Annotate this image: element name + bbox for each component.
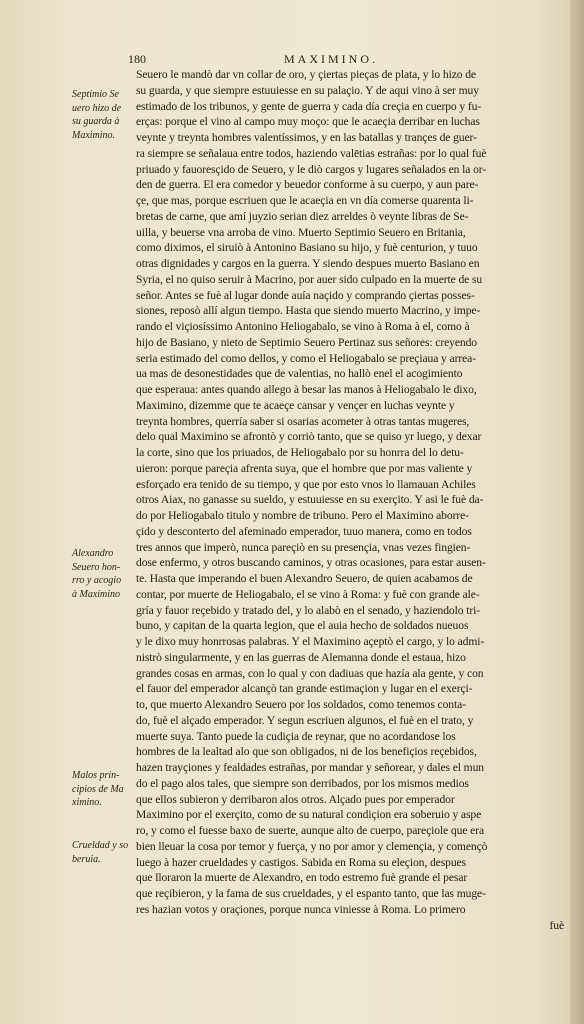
text-line: seria estimado del como dellos, y como el Heliogabalo se preçiaua y arrea- [136, 351, 476, 365]
margin-note-line: Malos prin- [72, 770, 120, 781]
text-line: grandes cosas en armas, con lo qual y con dadiuas que hazía ala gente, y con [136, 666, 484, 680]
text-line: do por Heliogabalo titulo y nombre de tribuno. Pero el Maximino aborre- [136, 509, 469, 522]
text-line: esforçado era tenido de su tiempo, y que por esto vnos lo llamauan Achiles [136, 477, 476, 491]
text-line: hombres de la lealtad alo que son obligados, ni de los benefiçios reçebidos, [136, 745, 477, 759]
text-line: ua mas de desonestidades que de valentias, no hallò enel el acogimiento [136, 367, 463, 381]
blank-page-bottom [0, 880, 584, 1024]
text-line: hijo de Basiano, y nieto de Septimio Seuero Pertinaz sus señores: creyendo [136, 335, 477, 349]
text-line: gría y fauor reçebido y tratado del, y lo alabò en el senado, y haziendolo tri- [136, 603, 480, 617]
text-line: estimado de los tribunos, y gente de guerra y cada día creçia en cuerpo y fu- [136, 99, 482, 113]
margin-note-line: Septimio Se [72, 89, 119, 100]
text-line: do el pago alos tales, que siempre son derribados, por los mismos medios [136, 776, 469, 790]
page-header [0, 52, 584, 68]
text-line: Syria, el no quiso seruir à Macrino, por auer sido culpado en la muerte de su [136, 272, 483, 286]
text-line: y le dixo muy honrrosas palabras. Y el Maximino açeptò el cargo, y lo admi- [136, 635, 485, 648]
text-line: bretas de carne, que amí juyzio serian diez arreldes ò veynte libras de Se- [136, 209, 469, 223]
margin-note-line: Crueldad y so [72, 840, 129, 851]
margin-note-line: uero hizo de [72, 102, 122, 114]
margin-note-line: ximino. [72, 797, 102, 808]
text-line: ra siempre se señalaua entre todos, haziendo valētias estrañas: por lo qual fuè [136, 146, 487, 160]
text-line: Seuero le mandò dar vn collar de oro, y çiertas pieças de plata, y lo hizo de [136, 68, 476, 81]
running-head: MAXIMINO. [284, 52, 378, 66]
text-line: el fauor del emperador alcançò tan grande estimaçion y lugar en el exerçi- [136, 682, 473, 696]
text-line: hazen trayçiones y fealdades estrañas, por mandar y señorear, y dales el mun [136, 761, 484, 774]
text-line: to, que muerto Alexandro Seuero por los soldados, como tenemos conta- [136, 698, 466, 711]
text-line: señor. Antes se fuè al lugar donde auía naçido y comprando çiertas posses- [136, 288, 475, 302]
margin-note-line: Alexandro [72, 548, 114, 559]
margin-note-line: su guarda à [72, 116, 120, 127]
text-line: Maximino, dizemme que te acaeçe cansar y vençer en luchas veynte y [136, 398, 455, 412]
text-line: luego à hazer crueldades y castigos. Sabida en Roma su eleçion, despues [136, 855, 466, 869]
body-text [136, 67, 564, 933]
text-line: veynte y treynta hombres valentíssimos, y en las batallas y trançes de guer- [136, 131, 477, 144]
text-line: que reçibieron, y la fama de sus crueldades, y el espanto tanto, que las muge- [136, 887, 486, 900]
text-line: do, fuè el alçado emperador. Y segun escriuen algunos, el fuè en el trato, y [136, 713, 474, 727]
text-line: la corte, sino que los priuados, de Heliogabalo por su honrra del lo detu- [136, 446, 464, 459]
text-line: que lloraron la muerte de Alexandro, en todo estremo fuè grande el pesar [136, 871, 468, 885]
text-line: muerte suya. Tanto puede la cudiçia de reynar, que no acordandose los [136, 729, 456, 743]
text-line: çe, que mas, porque escriuen que le acaeçia en vn día comerse quarenta li- [136, 194, 474, 207]
text-line: otros Aiax, no ganasse su sueldo, y estuuiesse en su exerçito. Y asi le fuè da- [136, 493, 484, 507]
margin-note-line: Seuero hon- [72, 561, 121, 573]
text-line: que ellos subieron y derribaron alos otros. Alçado pues por emperador [136, 792, 455, 806]
text-line: uieron: porque pareçia afrenta suya, que el hombre que por mas valiente y [136, 461, 473, 475]
text-line: tres annos que imperò, nunca pareçiò en su presençia, vnas vezes fingien- [136, 540, 471, 554]
text-line: res hazian votos y oraçiones, porque nunca viniesse à Roma. Lo primero [136, 902, 466, 916]
text-line: çido y desconterto del afeminado emperador, tuuo manera, como en todos [136, 524, 472, 538]
text-line: bien lleuar la cosa por temor y fuerça, y no por amor y clemençia, y començò [136, 839, 488, 853]
margin-note-line: à Maximino [72, 588, 121, 600]
text-line: te. Hasta que imperando el buen Alexandro Seuero, de quien acabamos de [136, 572, 473, 585]
text-line: treynta hombres, querría saber si osarias acometer à otras tantas mugeres, [136, 414, 470, 428]
text-line: dose enfermo, y otros buscando caminos, y otras ocasiones, para estar ausen- [136, 556, 486, 570]
text-line: priuado y fauoresçido de Seuero, y le diò cargos y lugares señalados en la or- [136, 162, 487, 176]
text-line: otras dignidades y cargos en la guerra. Y siendo despues muerto Basiano en [136, 257, 480, 270]
text-line: que esperaua: antes quando allego à besar las manos à Heliogabalo le dixo, [136, 383, 477, 396]
text-line: ro, y como el fuesse baxo de suerte, aunque alto de cuerpo, pareçiole que era [136, 824, 485, 837]
text-line: uilla, y beuerse vna arroba de vino. Muerto Septimio Seuero en Britania, [136, 225, 466, 239]
text-line: su guarda, y que siempre estuuiesse en su palaçio. Y de aqui vino à ser muy [136, 83, 479, 97]
margin-note-line: Maximino. [72, 129, 116, 141]
page-gutter [570, 0, 584, 1024]
text-line: buno, y capitan de la quarta legion, que el auia hecho de soldados nueuos [136, 619, 469, 633]
margin-note-line: cipios de Ma [72, 783, 124, 795]
text-line: Maximino por el exerçito, como de su natural condiçion era soberuio y aspe [136, 808, 482, 822]
text-line: contar, por muerte de Heliogabalo, el se vino à Roma: y fuè con grande ale- [136, 587, 480, 601]
margin-note-line: rro y acogio [72, 575, 122, 586]
margin-note-line: beruia. [72, 853, 101, 865]
page-number: 180 [128, 52, 146, 66]
text-line: rando el viçiosíssimo Antonino Heliogabalo, se vino à Roma à el, como à [136, 320, 470, 333]
text-line: den de guerra. El era comedor y beuedor conforme à su cuerpo, y aun pare- [136, 178, 479, 192]
text-line: delo qual Maximino se afrontò y corriò tanto, que se quiso yr luego, y dexar [136, 430, 482, 444]
text-line: nistrò singularmente, y en las guerras de Alemanna donde el estaua, hizo [136, 650, 466, 664]
text-line: fuè [549, 918, 564, 932]
text-line: como diximos, el siruiò à Antonino Basiano su hijo, y fuè centurion, y tuuo [136, 241, 478, 255]
text-line: erças: porque el vino al campo muy moço: que le acaeçia derribar en luchas [136, 115, 480, 129]
text-line: siones, reposò allí algun tiempo. Hasta que siendo muerto Macrino, y impe- [136, 304, 481, 318]
